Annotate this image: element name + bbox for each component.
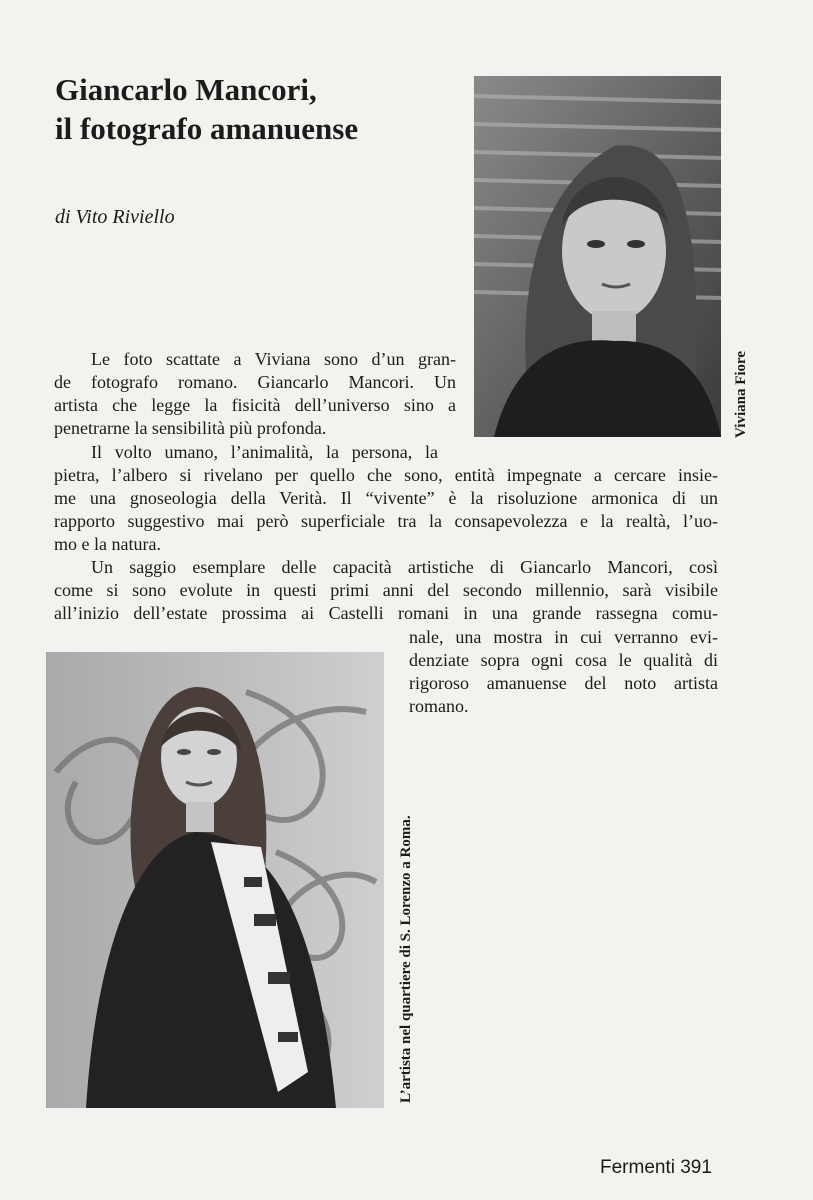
top-photo-caption: Viviana Fiore: [733, 350, 749, 438]
text-line: rapporto suggestivo mai però superficiale tra la consapevolezza e la realtà, l’uo-: [54, 511, 718, 531]
text-line: romano.: [409, 696, 469, 716]
text-line: pietra, l’albero si rivelano per quello che sono, entità impegnate a cercare insie-: [54, 465, 718, 485]
artist-photo: [46, 652, 384, 1108]
page-footer: Fermenti 391: [600, 1157, 712, 1178]
byline: di Vito Riviello: [55, 206, 175, 228]
article-title-line-2: il fotografo amanuense: [55, 111, 359, 146]
text-line: mo e la natura.: [54, 534, 161, 554]
article-title-line-1: Giancarlo Mancori,: [55, 72, 317, 107]
text-line: denziate sopra ogni cosa le qualità di: [409, 650, 718, 670]
text-line: Un saggio esemplare delle capacità artistiche di Giancarlo Mancori, così: [91, 557, 718, 577]
text-line: penetrarne la sensibilità più profonda.: [54, 418, 327, 438]
bottom-photo-caption: L’artista nel quartiere di S. Lorenzo a Roma.: [398, 815, 414, 1103]
text-line: artista che legge la fisicità dell’universo sino a: [54, 395, 456, 415]
text-line: de fotografo romano. Giancarlo Mancori. Un: [54, 372, 456, 392]
text-line: rigoroso amanuense del noto artista: [409, 673, 718, 693]
text-line: Le foto scattate a Viviana sono d’un gran-: [91, 349, 456, 369]
text-line: all’inizio dell’estate prossima ai Castelli romani in una grande rassegna comu-: [54, 603, 718, 623]
text-line: nale, una mostra in cui verranno evi-: [409, 627, 718, 647]
article-title: [55, 70, 455, 148]
text-line: come si sono evolute in questi primi anni del secondo millennio, sarà visibile: [54, 580, 718, 600]
text-line: me una gnoseologia della Verità. Il “vivente” è la risoluzione armonica di un: [54, 488, 718, 508]
viviana-portrait-photo: [474, 76, 721, 437]
text-line: Il volto umano, l’animalità, la persona, la: [91, 442, 438, 462]
